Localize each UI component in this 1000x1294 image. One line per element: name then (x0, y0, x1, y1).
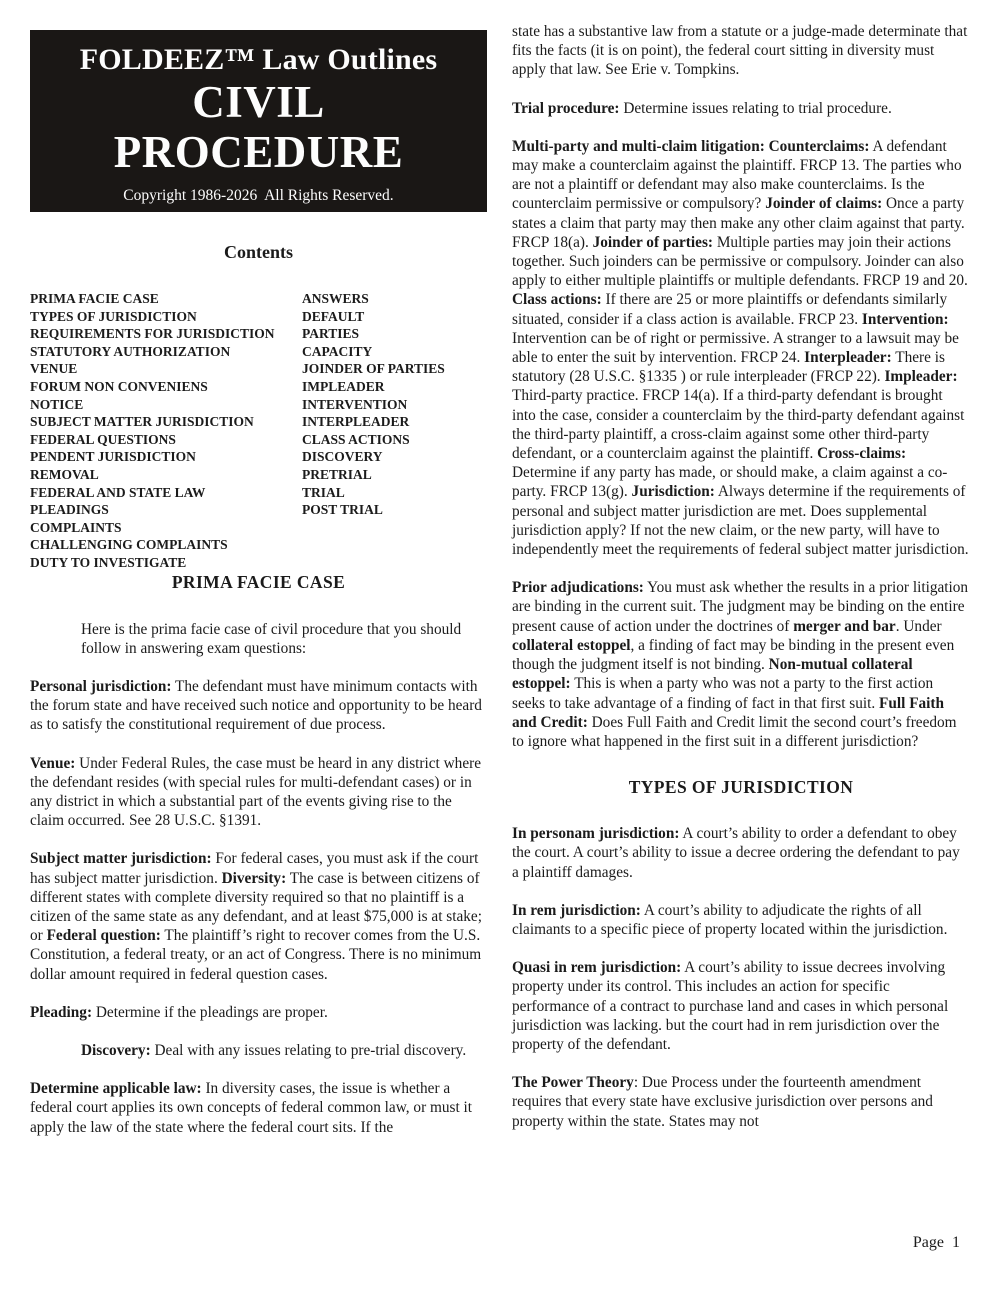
contents-item: PRETRIAL (302, 466, 372, 482)
contents-item: NOTICE (30, 396, 84, 412)
subject-title-line2: PROCEDURE (113, 127, 404, 178)
contents-item: FORUM NON CONVENIENS (30, 378, 208, 394)
paragraph: Determine applicable law: In diversity cases, the issue is whether a federal court applies its own concepts of federal common law, or must it apply the law of the state where the federal court sits. If the (30, 1080, 473, 1136)
contents-item: CAPACITY (302, 343, 373, 359)
contents-item: INTERPLEADER (302, 414, 410, 430)
paragraph: Quasi in rem jurisdiction: A court’s ability to issue decrees involving property under its control. This includes an action for specific performance of a contract to purchase land and cases in which personal jurisdiction was lacking. but the court had in rem jurisdiction over the property of the defendant. (512, 959, 949, 1053)
contents-item: POST TRIAL (302, 502, 383, 518)
brand-title: FOLDEEZ™ Law Outlines (79, 43, 438, 76)
paragraph: Here is the prima facie case of civil procedure that you should follow in answering exam questions: (81, 620, 462, 657)
paragraph: In rem jurisdiction: A court’s ability to adjudicate the rights of all claimants to a specific piece of property located within the jurisdiction. (512, 901, 948, 938)
contents-item: VENUE (30, 361, 78, 377)
left-column-body (30, 572, 487, 1137)
contents-item: FEDERAL QUESTIONS (30, 431, 176, 447)
copyright-line: Copyright 1986-2026 All Rights Reserved. (123, 186, 394, 204)
contents-item: PENDENT JURISDICTION (30, 449, 196, 465)
paragraph: Personal jurisdiction: The defendant must have minimum contacts with the forum state and have received such notice and opportunity to be heard as to satisfy the constitutional requirement of due process. (30, 677, 482, 734)
contents-item: ANSWERS (302, 291, 369, 306)
paragraph: In personam jurisdiction: A court’s ability to order a defendant to obey the court. A court’s ability to issue a decree ordering the defendant to pay a plaintiff damages. (512, 825, 960, 881)
contents-right-list (302, 290, 487, 572)
contents-item: JOINDER OF PARTIES (302, 361, 445, 377)
contents-item: STATUTORY AUTHORIZATION (30, 343, 231, 359)
contents-item: IMPLEADER (302, 378, 385, 394)
paragraph: Pleading: Determine if the pleadings are proper. (30, 1003, 328, 1021)
paragraph: Venue: Under Federal Rules, the case must be heard in any district where the defendant resides (with special rules for multi-defendant cases) or in any district in which a substantial part of the events giving rise to the claim occurred. See 28 U.S.C. §1391. (30, 754, 482, 830)
contents-item: CHALLENGING COMPLAINTS (30, 537, 228, 553)
contents-item: DEFAULT (302, 308, 365, 324)
contents-item: DUTY TO INVESTIGATE (30, 554, 187, 570)
contents-item: INTERVENTION (302, 396, 408, 412)
right-column (512, 22, 970, 1131)
contents-item: DISCOVERY (302, 449, 383, 465)
contents-item: CLASS ACTIONS (302, 431, 410, 447)
contents-item: TYPES OF JURISDICTION (30, 308, 197, 324)
contents-item: TRIAL (302, 484, 345, 500)
subject-title-line1: CIVIL (192, 77, 325, 127)
paragraph: Subject matter jurisdiction: For federal cases, you must ask if the court has subject matter jurisdiction. Diversity: The case is between citizens of different states with complete diversity required so that no plaintiff is a citizen of the same state as any defendant, and at least $75,000 is at stake; or Federal question: The plaintiff’s right to recover comes from the U.S. Constitution, a federal treaty, or an act of Congress. There is no minimum dollar amount required in federal question cases. (30, 850, 482, 983)
paragraph: Multi-party and multi-claim litigation: Counterclaims: A defendant may make a counterclaim against the plaintiff. FRCP 13. The parties who are not a plaintiff or defendant may also make counterclaims. Is the counterclaim permissive or compulsory? Joinder of claims: Once a party states a claim that party may then make any other claim against that party. FRCP 18(a). Joinder of parties: Multiple parties may join their actions together. Such joinders can be permissive or compulsory. Joinder can also apply to either multiple plaintiffs or multiple defendants. FRCP 19 and 20. Class actions: If there are 25 or more plaintiffs or defendants similarly situated, consider if a class action is available. FRCP 23. Intervention: Intervention can be of right or permissive. A stranger to a lawsuit may be able to enter the suit by intervention. FRCP 24. Interpleader: There is statutory (28 U.S.C. §1335 ) or rule interpleader (FRCP 22). Impleader: Third-party practice. FRCP 14(a). If a third-party defendant is brought into the case, consider a counterclaim by the third-party defendant against the third-party plaintiff, a cross-claim against some other third-party defendant, or a counterclaim against the plaintiff. Cross-claims: Determine if any party has made, or should make, a claim against a co-party. FRCP 13(g). Jurisdiction: Always determine if the requirements of personal and subject matter jurisdiction are met. Does supplemental jurisdiction apply? If not the new claim, or the new party, will have to independently meet the requirements of federal subject matter jurisdiction. (512, 137, 969, 559)
contents-list (30, 290, 487, 572)
contents-left-list (30, 290, 302, 572)
contents-item: PLEADINGS (30, 502, 109, 518)
paragraph: Prior adjudications: You must ask whether the results in a prior litigation are binding in the current suit. The judgment may be binding on the entire present cause of action under the doctrines of merger and bar. Under collateral estoppel, a finding of fact may be binding in the present even though the judgment itself is not binding. Non-mutual collateral estoppel: This is when a party who was not a party to the first action seeks to take advantage of a finding of fact in that first suit. Full Faith and Credit: Does Full Faith and Credit limit the second court’s freedom to ignore what happened in the first suit in a different jurisdiction? (512, 579, 969, 750)
paragraph: state has a substantive law from a statute or a judge-made determinate that fits the facts (it is on point), the federal court sitting in diversity must apply that law. See Erie v. Tompkins. (512, 23, 968, 79)
contents-item: PARTIES (302, 326, 360, 342)
paragraph: Trial procedure: Determine issues relating to trial procedure. (512, 99, 892, 117)
contents-item: REQUIREMENTS FOR JURISDICTION (30, 326, 275, 342)
title-banner (30, 30, 487, 212)
contents-item: REMOVAL (30, 466, 99, 482)
paragraph: Discovery: Deal with any issues relating to pre-trial discovery. (81, 1041, 467, 1059)
paragraph: The Power Theory: Due Process under the fourteenth amendment requires that every state have exclusive jurisdiction over persons and property within the state. States may not (512, 1074, 933, 1130)
contents-item: SUBJECT MATTER JURISDICTION (30, 414, 254, 430)
contents-item: PRIMA FACIE CASE (30, 291, 159, 306)
right-column-body (512, 22, 970, 1131)
left-column (30, 30, 487, 1137)
section-heading: PRIMA FACIE CASE (171, 571, 346, 592)
page-number: Page 1 (912, 1234, 960, 1251)
section-heading: TYPES OF JURISDICTION (628, 777, 854, 798)
contents-item: COMPLAINTS (30, 519, 122, 535)
contents-item: FEDERAL AND STATE LAW (30, 484, 206, 500)
contents-heading: Contents (223, 242, 293, 262)
